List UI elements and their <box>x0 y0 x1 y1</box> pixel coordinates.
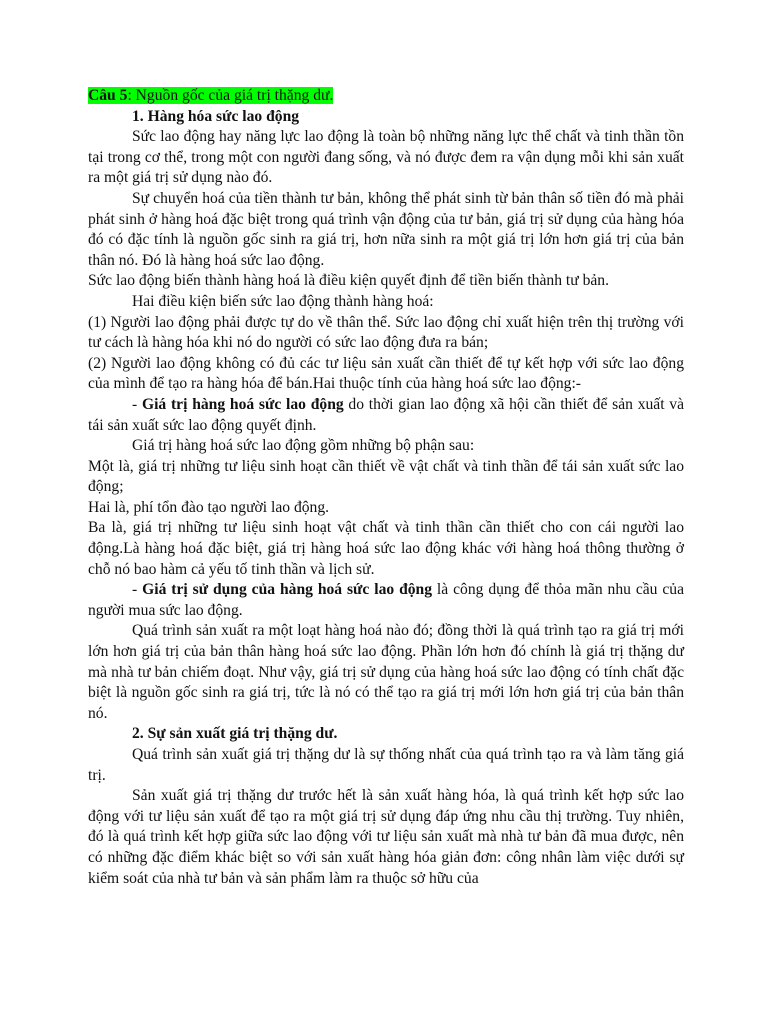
paragraph: Quá trình sản xuất giá trị thặng dư là sự thống nhất của quá trình tạo ra và làm tăng giá trị. <box>88 746 684 784</box>
paragraph: Giá trị hàng hoá sức lao động gồm những bộ phận sau: <box>132 437 475 455</box>
paragraph: (1) Người lao động phải được tự do về thân thể. Sức lao động chỉ xuất hiện trên thị trường với tư cách là hàng hóa khi nó do người có sức lao động đưa ra bán; <box>88 313 684 352</box>
paragraph: Quá trình sản xuất ra một loạt hàng hoá nào đó; đồng thời là quá trình tạo ra giá trị mới lớn hơn giá trị của bản thân hàng hoá sức lao động. Phần lớn hơn đó chính là giá trị thặng dư mà nhà tư bản chiếm đoạt. Như vậy, giá trị sử dụng của hàng hoá sức lao động có tính chất đặc biệt là nguồn gốc sinh ra giá trị, tức là nó có thể tạo ra giá trị mới lớn hơn giá trị của bản thân nó. <box>88 622 684 722</box>
paragraph: Sự chuyển hoá của tiền thành tư bản, không thể phát sinh từ bản thân số tiền đó mà phải phát sinh ở hàng hoá đặc biệt trong quá trình vận động của tư bản, giá trị sử dụng của hàng hóa đó có đặc tính là nguồn gốc sinh ra giá trị, hơn nữa sinh ra một giá trị lớn hơn giá trị của bản thân nó. Đó là hàng hoá sức lao động. <box>88 189 684 269</box>
paragraph-value-attribute: - Giá trị hàng hoá sức lao động do thời gian lao động xã hội cần thiết để sản xuất và tái sản xuất sức lao động quyết định. <box>88 395 685 434</box>
paragraph: Hai điều kiện biến sức lao động thành hàng hoá: <box>132 292 434 310</box>
question-number: Câu 5 <box>88 87 128 104</box>
paragraph: Ba là, giá trị những tư liệu sinh hoạt vật chất và tinh thần cần thiết cho con cái người lao động.Là hàng hoá đặc biệt, giá trị hàng hoá sức lao động khác với hàng hoá thông thường ở chỗ nó bao hàm cả yếu tố tinh thần và lịch sử. <box>88 519 684 578</box>
paragraph: Sức lao động biến thành hàng hoá là điều kiện quyết định để tiền biến thành tư bản. <box>88 272 609 290</box>
paragraph: Hai là, phí tổn đào tạo người lao động. <box>88 498 330 516</box>
paragraph: Sức lao động hay năng lực lao động là toàn bộ những năng lực thể chất và tinh thần tồn tại trong cơ thể, trong một con người đang sống, và nó được đem ra vận dụng mỗi khi sản xuất ra một giá trị sử dụng nào đó. <box>88 128 684 187</box>
question-title-highlight <box>88 87 333 104</box>
paragraph: (2) Người lao động không có đủ các tư liệu sản xuất cần thiết để tự kết hợp với sức lao động của mình để tạo ra hàng hóa để bán.Hai thuộc tính của hàng hoá sức lao động:- <box>88 354 684 393</box>
question-title <box>88 86 684 107</box>
term-value: Giá trị hàng hoá sức lao động <box>141 395 344 413</box>
paragraph-use-value-attribute: - Giá trị sử dụng của hàng hoá sức lao động là công dụng để thỏa mãn nhu cầu của người mua sức lao động. <box>88 581 685 619</box>
term-use-value: Giá trị sử dụng của hàng hoá sức lao động <box>142 581 433 599</box>
section-heading-2: 2. Sự sản xuất giá trị thặng dư. <box>132 725 338 743</box>
paragraph: Sản xuất giá trị thặng dư trước hết là sản xuất hàng hóa, là quá trình kết hợp sức lao động với tư liệu sản xuất để tạo ra một giá trị sử dụng đáp ứng nhu cầu thị trường. Tuy nhiên, đó là quá trình kết hợp giữa sức lao động với tư liệu sản xuất mà nhà tư bản đã mua được, nên có những đặc điểm khác biệt so với sản xuất hàng hóa giản đơn: công nhân làm việc dưới sự kiểm soát của nhà tư bản và sản phẩm làm ra thuộc sở hữu của <box>88 787 684 887</box>
paragraph: Một là, giá trị những tư liệu sinh hoạt cần thiết về vật chất và tinh thần để tái sản xuất sức lao động; <box>88 457 684 496</box>
document-body <box>88 86 684 889</box>
section-heading-1: 1. Hàng hóa sức lao động <box>132 107 300 125</box>
question-title-text: : Nguồn gốc của giá trị thặng dư. <box>127 87 334 104</box>
